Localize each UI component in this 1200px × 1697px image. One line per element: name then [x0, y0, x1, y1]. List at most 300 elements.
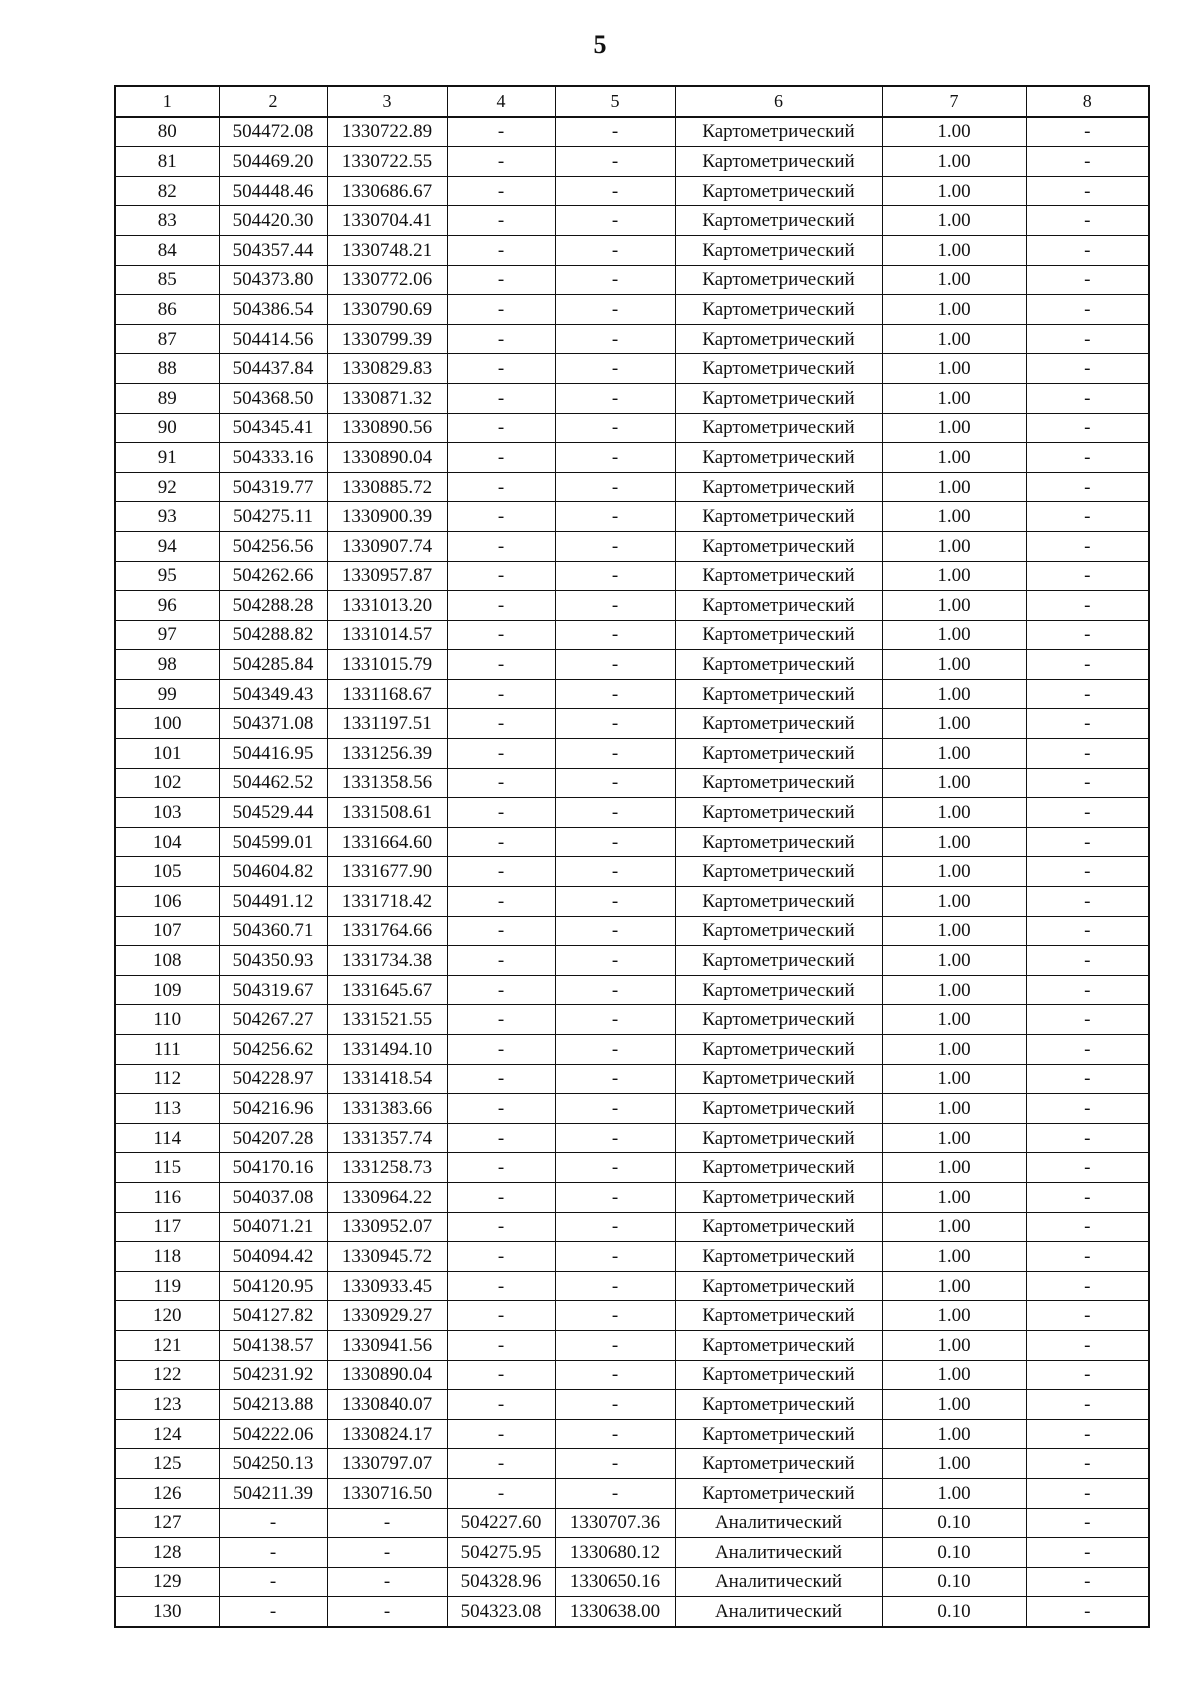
table-cell: 1.00: [882, 591, 1026, 621]
table-cell: 85: [115, 265, 219, 295]
table-cell: Картометрический: [675, 1182, 882, 1212]
table-row: [115, 975, 1149, 1005]
table-cell: -: [1026, 1449, 1149, 1479]
table-cell: 1.00: [882, 531, 1026, 561]
table-cell: Картометрический: [675, 650, 882, 680]
table-cell: Картометрический: [675, 857, 882, 887]
table-cell: -: [447, 1182, 555, 1212]
table-cell: 504288.28: [219, 591, 327, 621]
table-cell: 0.10: [882, 1508, 1026, 1538]
table-cell: -: [447, 1478, 555, 1508]
table-cell: 1330680.12: [555, 1538, 675, 1568]
table-row: [115, 591, 1149, 621]
table-cell: -: [447, 1242, 555, 1272]
table-cell: 504127.82: [219, 1301, 327, 1331]
table-cell: Картометрический: [675, 1271, 882, 1301]
table-row: [115, 1123, 1149, 1153]
table-row: [115, 531, 1149, 561]
table-cell: 1330964.22: [327, 1182, 447, 1212]
table-cell: 100: [115, 709, 219, 739]
table-row: [115, 1449, 1149, 1479]
table-cell: 1.00: [882, 117, 1026, 147]
table-row: [115, 1242, 1149, 1272]
table-cell: -: [1026, 235, 1149, 265]
table-cell: -: [447, 472, 555, 502]
table-cell: 504599.01: [219, 827, 327, 857]
table-cell: 504472.08: [219, 117, 327, 147]
table-cell: -: [555, 1478, 675, 1508]
table-cell: 1.00: [882, 1064, 1026, 1094]
table-cell: Картометрический: [675, 739, 882, 769]
table-cell: 504319.67: [219, 975, 327, 1005]
table-cell: Картометрический: [675, 206, 882, 236]
table-cell: Картометрический: [675, 1153, 882, 1183]
table-cell: 504368.50: [219, 383, 327, 413]
table-cell: -: [327, 1567, 447, 1597]
table-cell: -: [447, 1271, 555, 1301]
table-cell: 1.00: [882, 650, 1026, 680]
table-cell: 504357.44: [219, 235, 327, 265]
table-cell: Картометрический: [675, 975, 882, 1005]
table-cell: -: [447, 916, 555, 946]
table-cell: 1331521.55: [327, 1005, 447, 1035]
table-cell: Картометрический: [675, 324, 882, 354]
table-cell: 1.00: [882, 235, 1026, 265]
table-cell: 97: [115, 620, 219, 650]
table-cell: -: [219, 1567, 327, 1597]
table-cell: -: [1026, 1123, 1149, 1153]
table-cell: -: [1026, 857, 1149, 887]
table-row: [115, 147, 1149, 177]
table-cell: -: [1026, 413, 1149, 443]
table-cell: -: [1026, 383, 1149, 413]
table-cell: -: [447, 147, 555, 177]
table-cell: 1330957.87: [327, 561, 447, 591]
table-cell: 504256.62: [219, 1035, 327, 1065]
table-row: [115, 472, 1149, 502]
page-number: 5: [593, 30, 607, 59]
table-cell: -: [447, 739, 555, 769]
table-cell: 1330890.56: [327, 413, 447, 443]
table-cell: -: [555, 768, 675, 798]
coordinates-table: [114, 85, 1150, 1628]
table-cell: 504250.13: [219, 1449, 327, 1479]
table-cell: -: [555, 206, 675, 236]
table-cell: -: [555, 1212, 675, 1242]
column-header: 5: [555, 86, 675, 117]
table-header-row: [115, 86, 1149, 117]
table-row: [115, 679, 1149, 709]
table-cell: 101: [115, 739, 219, 769]
table-cell: -: [555, 739, 675, 769]
table-row: [115, 1035, 1149, 1065]
table-cell: -: [1026, 591, 1149, 621]
table-row: [115, 502, 1149, 532]
table-cell: -: [447, 295, 555, 325]
table-cell: -: [555, 1153, 675, 1183]
table-cell: 1.00: [882, 502, 1026, 532]
table-cell: 1.00: [882, 1271, 1026, 1301]
table-cell: -: [327, 1597, 447, 1627]
table-cell: 113: [115, 1094, 219, 1124]
table-cell: 115: [115, 1153, 219, 1183]
table-cell: 1331664.60: [327, 827, 447, 857]
table-cell: -: [1026, 147, 1149, 177]
table-cell: 504349.43: [219, 679, 327, 709]
table-cell: 1.00: [882, 443, 1026, 473]
table-row: [115, 1330, 1149, 1360]
table-cell: -: [1026, 1360, 1149, 1390]
table-cell: -: [1026, 1301, 1149, 1331]
table-cell: 1330824.17: [327, 1419, 447, 1449]
table-cell: 504213.88: [219, 1390, 327, 1420]
table-cell: -: [1026, 176, 1149, 206]
table-cell: Аналитический: [675, 1538, 882, 1568]
table-cell: 1330885.72: [327, 472, 447, 502]
table-row: [115, 739, 1149, 769]
table-cell: 1331358.56: [327, 768, 447, 798]
table-cell: 96: [115, 591, 219, 621]
table-cell: -: [1026, 975, 1149, 1005]
table-cell: Аналитический: [675, 1567, 882, 1597]
table-cell: 82: [115, 176, 219, 206]
table-cell: 119: [115, 1271, 219, 1301]
table-cell: 104: [115, 827, 219, 857]
table-cell: 1330952.07: [327, 1212, 447, 1242]
table-cell: -: [555, 975, 675, 1005]
table-row: [115, 443, 1149, 473]
table-cell: 504420.30: [219, 206, 327, 236]
table-cell: -: [447, 679, 555, 709]
table-cell: Картометрический: [675, 1478, 882, 1508]
table-cell: -: [1026, 1035, 1149, 1065]
table-cell: 1.00: [882, 739, 1026, 769]
table-cell: Картометрический: [675, 1123, 882, 1153]
table-cell: -: [447, 620, 555, 650]
table-cell: 120: [115, 1301, 219, 1331]
table-row: [115, 1538, 1149, 1568]
table-cell: Картометрический: [675, 887, 882, 917]
table-row: [115, 176, 1149, 206]
table-cell: 98: [115, 650, 219, 680]
table-row: [115, 857, 1149, 887]
column-header: 3: [327, 86, 447, 117]
table-cell: -: [1026, 1212, 1149, 1242]
table-cell: 1.00: [882, 295, 1026, 325]
table-cell: -: [555, 650, 675, 680]
table-cell: 1330929.27: [327, 1301, 447, 1331]
table-cell: 0.10: [882, 1597, 1026, 1627]
table-cell: 1330907.74: [327, 531, 447, 561]
table-cell: -: [555, 1064, 675, 1094]
table-cell: 1330650.16: [555, 1567, 675, 1597]
table-cell: Картометрический: [675, 265, 882, 295]
table-cell: Картометрический: [675, 1212, 882, 1242]
table-cell: -: [1026, 1597, 1149, 1627]
table-row: [115, 383, 1149, 413]
table-cell: -: [1026, 1271, 1149, 1301]
table-cell: Картометрический: [675, 502, 882, 532]
table-cell: 1.00: [882, 709, 1026, 739]
table-row: [115, 709, 1149, 739]
table-cell: -: [1026, 709, 1149, 739]
table-cell: 504350.93: [219, 946, 327, 976]
table-cell: 105: [115, 857, 219, 887]
table-cell: -: [1026, 1508, 1149, 1538]
table-cell: Картометрический: [675, 1390, 882, 1420]
table-cell: 1.00: [882, 561, 1026, 591]
table-cell: 504231.92: [219, 1360, 327, 1390]
table-row: [115, 887, 1149, 917]
table-cell: -: [555, 709, 675, 739]
table-cell: Картометрический: [675, 827, 882, 857]
table-cell: 1.00: [882, 147, 1026, 177]
table-cell: 127: [115, 1508, 219, 1538]
table-cell: -: [555, 1271, 675, 1301]
column-header: 4: [447, 86, 555, 117]
table-cell: 1331168.67: [327, 679, 447, 709]
table-cell: 504094.42: [219, 1242, 327, 1272]
table-cell: -: [447, 502, 555, 532]
table-cell: -: [1026, 620, 1149, 650]
table-cell: 1330686.67: [327, 176, 447, 206]
table-cell: 504386.54: [219, 295, 327, 325]
table-cell: 1331418.54: [327, 1064, 447, 1094]
table-cell: 130: [115, 1597, 219, 1627]
table-cell: Картометрический: [675, 798, 882, 828]
table-cell: 1.00: [882, 1478, 1026, 1508]
table-row: [115, 265, 1149, 295]
table-cell: -: [447, 354, 555, 384]
table-cell: 123: [115, 1390, 219, 1420]
table-cell: -: [555, 235, 675, 265]
table-cell: 504333.16: [219, 443, 327, 473]
table-cell: -: [447, 946, 555, 976]
table-cell: -: [555, 1330, 675, 1360]
table-cell: -: [1026, 1478, 1149, 1508]
table-cell: -: [555, 1449, 675, 1479]
table-cell: -: [1026, 1242, 1149, 1272]
table-cell: 1330941.56: [327, 1330, 447, 1360]
table-cell: Картометрический: [675, 1360, 882, 1390]
table-cell: 110: [115, 1005, 219, 1035]
table-cell: 504207.28: [219, 1123, 327, 1153]
table-cell: Картометрический: [675, 531, 882, 561]
table-row: [115, 1005, 1149, 1035]
table-cell: -: [447, 443, 555, 473]
table-cell: -: [555, 413, 675, 443]
table-cell: 102: [115, 768, 219, 798]
table-cell: -: [447, 1153, 555, 1183]
table-cell: 504371.08: [219, 709, 327, 739]
table-cell: -: [447, 1005, 555, 1035]
table-cell: -: [1026, 561, 1149, 591]
table-row: [115, 1567, 1149, 1597]
table-cell: 1330790.69: [327, 295, 447, 325]
table-cell: -: [1026, 916, 1149, 946]
table-row: [115, 117, 1149, 147]
table-cell: -: [1026, 472, 1149, 502]
table-cell: 129: [115, 1567, 219, 1597]
table-cell: Картометрический: [675, 354, 882, 384]
table-cell: 1.00: [882, 1449, 1026, 1479]
table-cell: 1.00: [882, 1035, 1026, 1065]
table-cell: 109: [115, 975, 219, 1005]
table-cell: -: [1026, 531, 1149, 561]
table-cell: -: [447, 265, 555, 295]
table-cell: Картометрический: [675, 1005, 882, 1035]
table-cell: 504262.66: [219, 561, 327, 591]
table-row: [115, 1597, 1149, 1627]
table-cell: Картометрический: [675, 1035, 882, 1065]
table-cell: -: [447, 1449, 555, 1479]
table-cell: 1330704.41: [327, 206, 447, 236]
table-cell: 1.00: [882, 679, 1026, 709]
table-cell: -: [447, 176, 555, 206]
table-cell: -: [555, 324, 675, 354]
table-cell: Картометрический: [675, 1449, 882, 1479]
table-cell: 1330900.39: [327, 502, 447, 532]
table-cell: 94: [115, 531, 219, 561]
table-cell: -: [555, 561, 675, 591]
column-header: 7: [882, 86, 1026, 117]
table-cell: -: [447, 117, 555, 147]
table-cell: -: [1026, 1538, 1149, 1568]
table-cell: -: [447, 827, 555, 857]
table-cell: 80: [115, 117, 219, 147]
table-cell: 504222.06: [219, 1419, 327, 1449]
table-row: [115, 650, 1149, 680]
table-cell: -: [447, 235, 555, 265]
table-cell: 84: [115, 235, 219, 265]
table-cell: 1330722.89: [327, 117, 447, 147]
table-cell: -: [555, 1035, 675, 1065]
table-cell: 1331197.51: [327, 709, 447, 739]
table-cell: Картометрический: [675, 709, 882, 739]
table-cell: -: [1026, 1419, 1149, 1449]
table-cell: 504416.95: [219, 739, 327, 769]
table-cell: 504071.21: [219, 1212, 327, 1242]
table-cell: -: [1026, 1567, 1149, 1597]
table-row: [115, 561, 1149, 591]
table-cell: -: [555, 265, 675, 295]
table-cell: -: [555, 1123, 675, 1153]
table-cell: -: [1026, 354, 1149, 384]
table-cell: 1.00: [882, 887, 1026, 917]
table-cell: 1.00: [882, 1301, 1026, 1331]
table-cell: -: [1026, 265, 1149, 295]
table-row: [115, 768, 1149, 798]
table-cell: Картометрический: [675, 295, 882, 325]
table-cell: Картометрический: [675, 383, 882, 413]
table-row: [115, 1419, 1149, 1449]
table-cell: -: [327, 1508, 447, 1538]
table-cell: -: [447, 324, 555, 354]
table-cell: -: [1026, 324, 1149, 354]
table-cell: -: [555, 887, 675, 917]
table-cell: 504267.27: [219, 1005, 327, 1035]
table-cell: 1330945.72: [327, 1242, 447, 1272]
table-cell: 1331015.79: [327, 650, 447, 680]
table-cell: 504469.20: [219, 147, 327, 177]
table-cell: 1.00: [882, 176, 1026, 206]
table-cell: 1.00: [882, 857, 1026, 887]
table-cell: 1.00: [882, 472, 1026, 502]
table-cell: Картометрический: [675, 147, 882, 177]
table-cell: -: [555, 354, 675, 384]
table-cell: 504414.56: [219, 324, 327, 354]
table-cell: 1331383.66: [327, 1094, 447, 1124]
table-cell: -: [555, 798, 675, 828]
table-row: [115, 1508, 1149, 1538]
table-cell: -: [555, 1360, 675, 1390]
column-header: 6: [675, 86, 882, 117]
table-cell: 504319.77: [219, 472, 327, 502]
table-cell: 504437.84: [219, 354, 327, 384]
table-cell: 124: [115, 1419, 219, 1449]
table-cell: 91: [115, 443, 219, 473]
table-cell: 504288.82: [219, 620, 327, 650]
table-cell: Картометрический: [675, 1330, 882, 1360]
table-row: [115, 324, 1149, 354]
table-row: [115, 827, 1149, 857]
table-cell: Картометрический: [675, 946, 882, 976]
table-cell: 95: [115, 561, 219, 591]
table-cell: 1330890.04: [327, 1360, 447, 1390]
table-cell: Картометрический: [675, 472, 882, 502]
table-cell: 1330871.32: [327, 383, 447, 413]
table-cell: 106: [115, 887, 219, 917]
table-cell: 1.00: [882, 206, 1026, 236]
table-cell: 504448.46: [219, 176, 327, 206]
table-cell: -: [555, 295, 675, 325]
table-cell: -: [447, 1330, 555, 1360]
table-cell: -: [555, 1301, 675, 1331]
table-cell: 122: [115, 1360, 219, 1390]
table-cell: 1331494.10: [327, 1035, 447, 1065]
table-cell: 83: [115, 206, 219, 236]
table-cell: 90: [115, 413, 219, 443]
table-cell: 1330638.00: [555, 1597, 675, 1627]
table-cell: 504170.16: [219, 1153, 327, 1183]
table-row: [115, 1064, 1149, 1094]
table-cell: -: [555, 1094, 675, 1124]
table-cell: 1.00: [882, 324, 1026, 354]
table-cell: 1.00: [882, 383, 1026, 413]
table-cell: 1.00: [882, 620, 1026, 650]
table-cell: -: [555, 502, 675, 532]
table-cell: -: [447, 887, 555, 917]
table-cell: 1.00: [882, 413, 1026, 443]
table-cell: 1330933.45: [327, 1271, 447, 1301]
table-cell: 1.00: [882, 354, 1026, 384]
table-cell: -: [447, 561, 555, 591]
table-cell: -: [219, 1508, 327, 1538]
table-cell: 1330772.06: [327, 265, 447, 295]
table-cell: -: [447, 798, 555, 828]
table-cell: Картометрический: [675, 117, 882, 147]
table-cell: 504285.84: [219, 650, 327, 680]
table-cell: -: [447, 1390, 555, 1420]
table-cell: 1331256.39: [327, 739, 447, 769]
table-cell: Аналитический: [675, 1508, 882, 1538]
table-row: [115, 1212, 1149, 1242]
table-cell: 504216.96: [219, 1094, 327, 1124]
table-cell: 103: [115, 798, 219, 828]
table-row: [115, 1360, 1149, 1390]
table-cell: -: [1026, 679, 1149, 709]
column-header: 2: [219, 86, 327, 117]
